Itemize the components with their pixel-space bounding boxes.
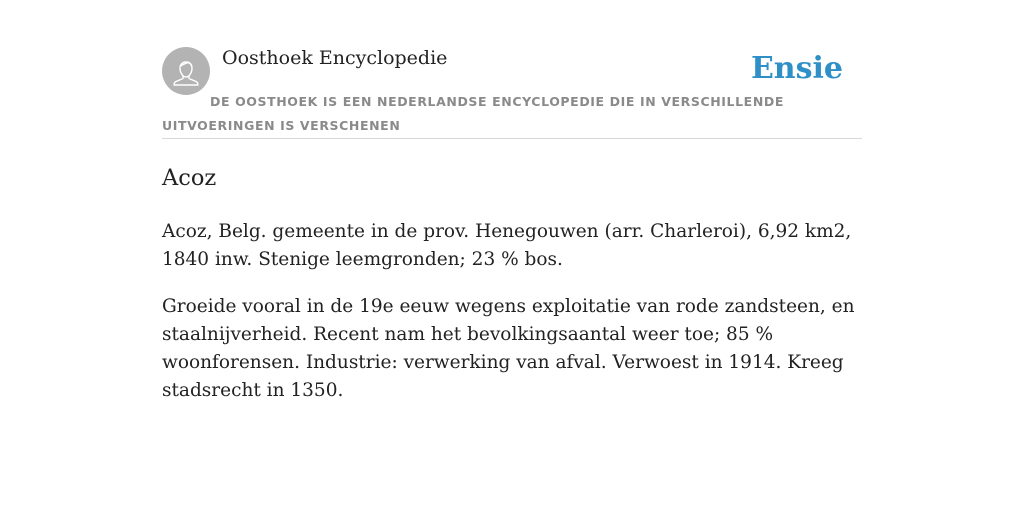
page-container [162, 46, 862, 405]
source-title[interactable]: Oosthoek Encyclopedie [222, 47, 448, 69]
source-subtitle: DE OOSTHOEK IS EEN NEDERLANDSE ENCYCLOPEDIE DIE IN VERSCHILLENDE UITVOERINGEN IS VERSCHENEN [162, 94, 784, 133]
avatar[interactable] [162, 47, 210, 95]
brand-logo[interactable]: Ensie [750, 51, 843, 86]
entry-title: Acoz [162, 165, 217, 191]
user-silhouette-icon [162, 47, 210, 95]
entry-paragraph-2: Groeide vooral in de 19e eeuw wegens exploitatie van rode zandsteen, en staalnijverheid. Recent nam het bevolkingsaantal weer toe; 85 % woonforensen. Industrie: verwerking van afval. Verwoest in 1914. Kreeg stadsrecht in 1350. [162, 296, 855, 401]
source-header [162, 46, 862, 139]
entry-paragraph-1: Acoz, Belg. gemeente in de prov. Henegouwen (arr. Charleroi), 6,92 km2, 1840 inw. Stenige leemgronden; 23 % bos. [162, 221, 852, 270]
